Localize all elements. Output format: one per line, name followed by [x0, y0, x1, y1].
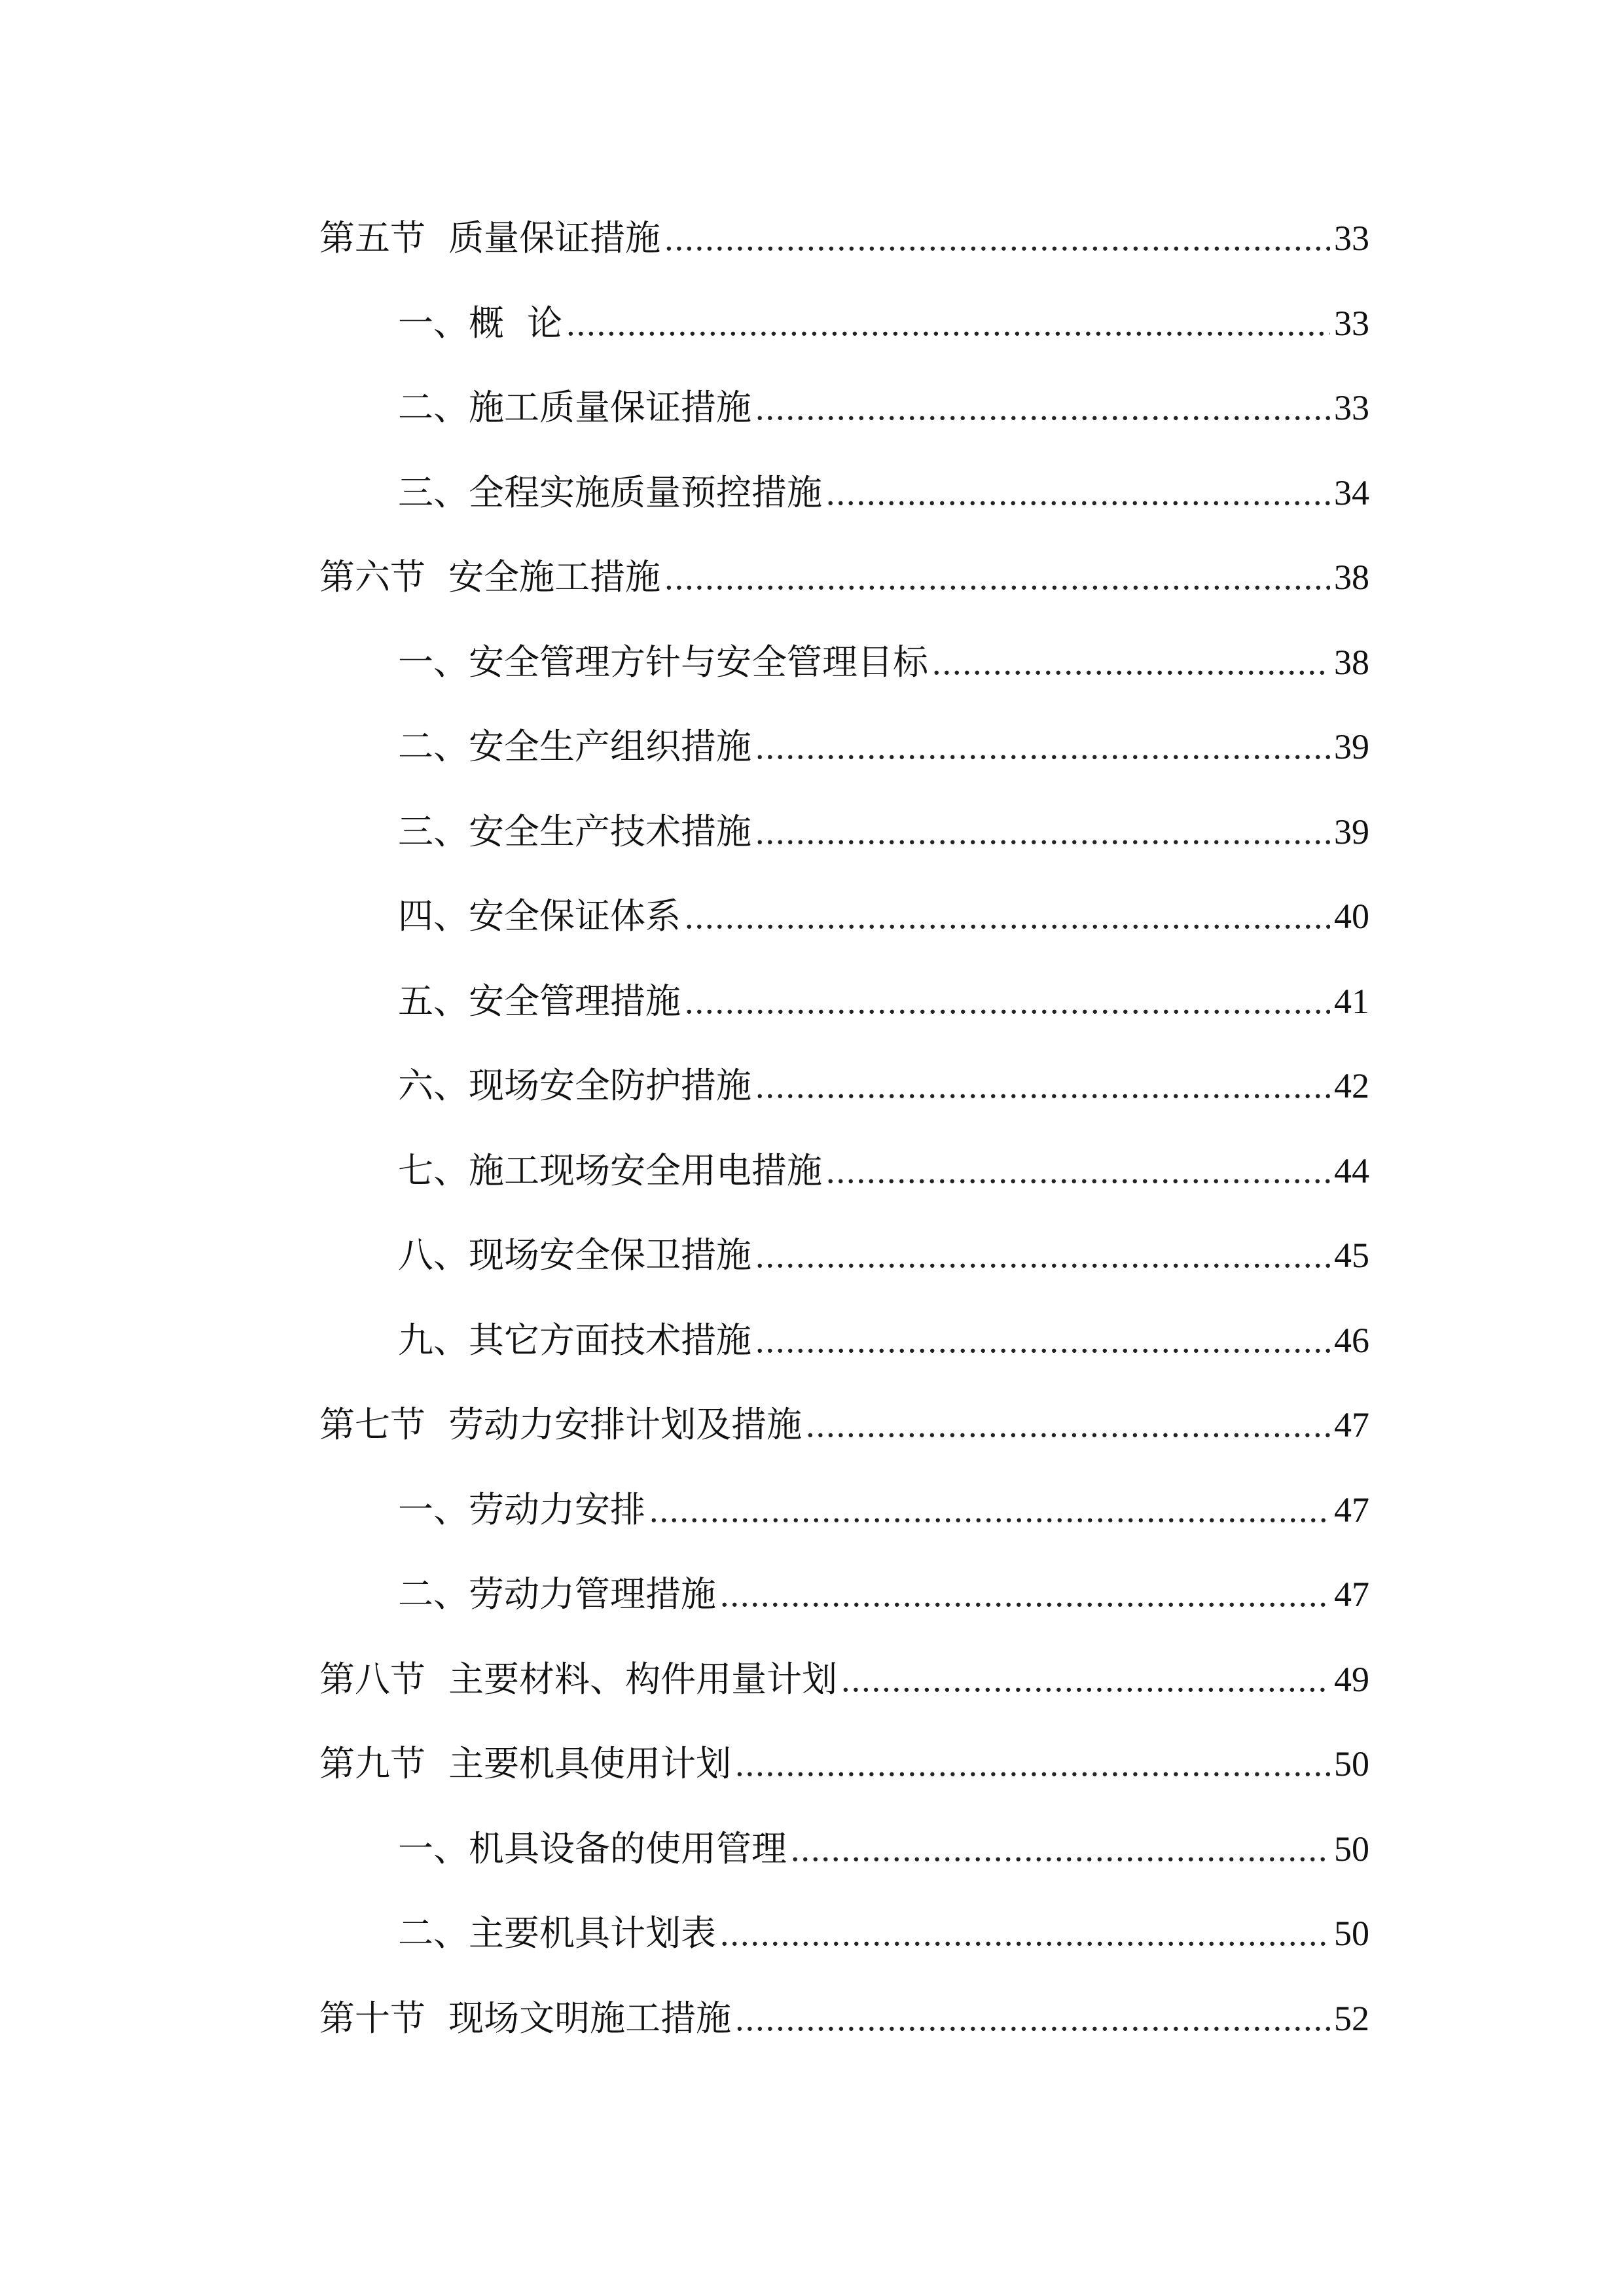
toc-entry-label: 一、机具设备的使用管理 [398, 1829, 787, 1869]
toc-dot-leader [755, 366, 1330, 451]
toc-dot-leader [685, 960, 1330, 1045]
toc-page-number: 49 [1334, 1659, 1369, 1699]
toc-page-number: 47 [1334, 1490, 1369, 1530]
toc-page-number: 38 [1334, 642, 1369, 682]
toc-entry[interactable] [319, 705, 1369, 790]
toc-entry[interactable] [319, 874, 1369, 960]
toc-entry-label: 第九节 主要机具使用计划 [319, 1744, 732, 1784]
toc-entry[interactable] [319, 1044, 1369, 1129]
toc-entry-label: 七、施工现场安全用电措施 [398, 1151, 822, 1191]
toc-dot-leader [735, 1977, 1330, 2062]
toc-dot-leader [791, 1807, 1330, 1892]
toc-dot-leader [755, 1299, 1330, 1384]
toc-dot-leader [755, 705, 1330, 790]
toc-dot-leader [826, 1129, 1330, 1214]
table-of-contents [319, 196, 1369, 2061]
toc-page-number: 44 [1334, 1151, 1369, 1191]
toc-entry-label: 五、安全管理措施 [398, 981, 681, 1021]
toc-dot-leader [649, 1468, 1330, 1553]
toc-entry-label: 六、现场安全防护措施 [398, 1066, 751, 1105]
toc-dot-leader [755, 790, 1330, 875]
toc-dot-leader [841, 1638, 1330, 1723]
toc-entry-label: 第七节 劳动力安排计划及措施 [319, 1405, 803, 1444]
toc-entry[interactable] [319, 281, 1369, 367]
toc-entry[interactable] [319, 1213, 1369, 1299]
toc-entry[interactable] [319, 451, 1369, 536]
toc-entry-label: 第六节 安全施工措施 [319, 558, 661, 597]
toc-entry-label: 一、概 论 [398, 303, 563, 343]
toc-dot-leader [720, 1892, 1330, 1977]
toc-entry[interactable] [319, 620, 1369, 706]
toc-entry[interactable] [319, 1383, 1369, 1468]
toc-entry[interactable] [319, 960, 1369, 1045]
toc-entry-label: 九、其它方面技术措施 [398, 1320, 751, 1360]
toc-page-number: 41 [1334, 981, 1369, 1021]
toc-entry[interactable] [319, 1892, 1369, 1977]
toc-entry-label: 二、施工质量保证措施 [398, 388, 751, 427]
toc-entry[interactable] [319, 535, 1369, 620]
toc-dot-leader [685, 874, 1330, 960]
toc-page-number: 33 [1334, 219, 1369, 258]
toc-entry[interactable] [319, 1977, 1369, 2062]
toc-dot-leader [566, 281, 1330, 367]
toc-entry[interactable] [319, 1129, 1369, 1214]
toc-entry[interactable] [319, 1552, 1369, 1638]
toc-page-number: 47 [1334, 1405, 1369, 1444]
toc-entry[interactable] [319, 366, 1369, 451]
toc-entry-label: 二、主要机具计划表 [398, 1914, 716, 1953]
toc-entry-label: 八、现场安全保卫措施 [398, 1236, 751, 1275]
toc-page-number: 52 [1334, 1998, 1369, 2038]
toc-entry[interactable] [319, 1722, 1369, 1807]
toc-page-number: 50 [1334, 1744, 1369, 1784]
toc-entry-label: 四、安全保证体系 [398, 897, 681, 936]
toc-page-number: 40 [1334, 897, 1369, 936]
toc-entry-label: 第八节 主要材料、构件用量计划 [319, 1659, 838, 1699]
toc-entry-label: 一、劳动力安排 [398, 1490, 645, 1530]
toc-entry-label: 第十节 现场文明施工措施 [319, 1998, 732, 2038]
toc-dot-leader [806, 1383, 1330, 1468]
toc-entry[interactable] [319, 1468, 1369, 1553]
toc-dot-leader [826, 451, 1330, 536]
toc-dot-leader [664, 196, 1330, 281]
toc-entry-label: 三、安全生产技术措施 [398, 812, 751, 852]
toc-page-number: 50 [1334, 1829, 1369, 1869]
toc-page-number: 42 [1334, 1066, 1369, 1105]
toc-dot-leader [755, 1213, 1330, 1299]
toc-page-number: 45 [1334, 1236, 1369, 1275]
toc-page-number: 33 [1334, 388, 1369, 427]
toc-page-number: 38 [1334, 558, 1369, 597]
toc-page-number: 34 [1334, 473, 1369, 512]
toc-dot-leader [664, 535, 1330, 620]
toc-page-number: 46 [1334, 1320, 1369, 1360]
toc-dot-leader [755, 1044, 1330, 1129]
toc-entry[interactable] [319, 790, 1369, 875]
toc-entry-label: 二、劳动力管理措施 [398, 1575, 716, 1614]
toc-entry[interactable] [319, 1299, 1369, 1384]
toc-entry-label: 一、安全管理方针与安全管理目标 [398, 642, 928, 682]
toc-dot-leader [735, 1722, 1330, 1807]
toc-page-number: 33 [1334, 303, 1369, 343]
toc-page-number: 39 [1334, 812, 1369, 852]
toc-dot-leader [932, 620, 1330, 706]
toc-page-number: 39 [1334, 727, 1369, 766]
toc-dot-leader [720, 1552, 1330, 1638]
toc-entry-label: 第五节 质量保证措施 [319, 219, 661, 258]
toc-entry-label: 二、安全生产组织措施 [398, 727, 751, 766]
toc-entry-label: 三、全程实施质量预控措施 [398, 473, 822, 512]
toc-entry[interactable] [319, 1807, 1369, 1892]
toc-entry[interactable] [319, 196, 1369, 281]
toc-page-number: 50 [1334, 1914, 1369, 1953]
toc-entry[interactable] [319, 1638, 1369, 1723]
toc-page-number: 47 [1334, 1575, 1369, 1614]
